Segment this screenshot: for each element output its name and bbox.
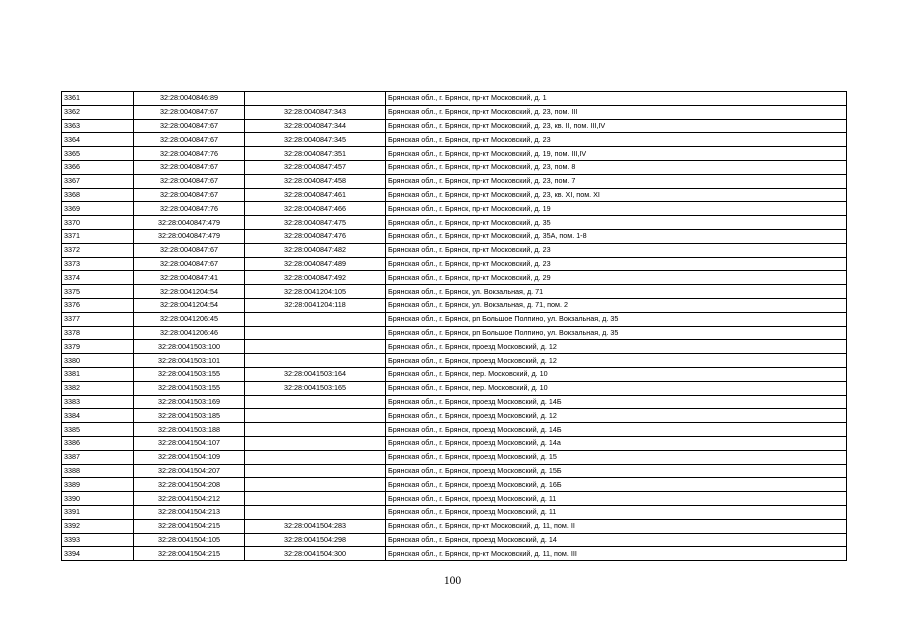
row-number: 3384 bbox=[62, 409, 134, 423]
parcel-cadastral-number: 32:28:0041503:100 bbox=[134, 340, 245, 354]
row-number: 3392 bbox=[62, 519, 134, 533]
parcel-cadastral-number: 32:28:0040847:67 bbox=[134, 243, 245, 257]
row-number: 3370 bbox=[62, 216, 134, 230]
row-number: 3371 bbox=[62, 229, 134, 243]
parcel-cadastral-number: 32:28:0041503:185 bbox=[134, 409, 245, 423]
parcel-cadastral-number: 32:28:0040847:479 bbox=[134, 229, 245, 243]
address: Брянская обл., г. Брянск, проезд Московский, д. 11 bbox=[386, 505, 847, 519]
address: Брянская обл., г. Брянск, проезд Московский, д. 12 bbox=[386, 354, 847, 368]
address: Брянская обл., г. Брянск, проезд Московский, д. 15 bbox=[386, 450, 847, 464]
object-cadastral-number: 32:28:0040847:492 bbox=[245, 271, 386, 285]
table-row bbox=[62, 409, 847, 423]
row-number: 3391 bbox=[62, 505, 134, 519]
object-cadastral-number: 32:28:0040847:466 bbox=[245, 202, 386, 216]
row-number: 3383 bbox=[62, 395, 134, 409]
parcel-cadastral-number: 32:28:0041206:45 bbox=[134, 312, 245, 326]
address: Брянская обл., г. Брянск, проезд Московский, д. 12 bbox=[386, 409, 847, 423]
table-row bbox=[62, 464, 847, 478]
object-cadastral-number: 32:28:0041204:105 bbox=[245, 285, 386, 299]
table-row bbox=[62, 271, 847, 285]
parcel-cadastral-number: 32:28:0041504:109 bbox=[134, 450, 245, 464]
parcel-cadastral-number: 32:28:0040846:89 bbox=[134, 92, 245, 106]
object-cadastral-number: 32:28:0041204:118 bbox=[245, 298, 386, 312]
parcel-cadastral-number: 32:28:0041504:105 bbox=[134, 533, 245, 547]
parcel-cadastral-number: 32:28:0041504:213 bbox=[134, 505, 245, 519]
address: Брянская обл., г. Брянск, пр-кт Московский, д. 19, пом. III,IV bbox=[386, 147, 847, 161]
table-row bbox=[62, 133, 847, 147]
object-cadastral-number bbox=[245, 312, 386, 326]
parcel-cadastral-number: 32:28:0040847:67 bbox=[134, 188, 245, 202]
table-row bbox=[62, 243, 847, 257]
table-row bbox=[62, 147, 847, 161]
address: Брянская обл., г. Брянск, проезд Московский, д. 14Б bbox=[386, 395, 847, 409]
address: Брянская обл., г. Брянск, пр-кт Московский, д. 11, пом. II bbox=[386, 519, 847, 533]
address: Брянская обл., г. Брянск, проезд Московский, д. 14а bbox=[386, 436, 847, 450]
parcel-cadastral-number: 32:28:0041504:207 bbox=[134, 464, 245, 478]
address: Брянская обл., г. Брянск, пр-кт Московский, д. 23 bbox=[386, 243, 847, 257]
cadastral-table bbox=[61, 91, 847, 561]
object-cadastral-number bbox=[245, 354, 386, 368]
parcel-cadastral-number: 32:28:0040847:76 bbox=[134, 202, 245, 216]
row-number: 3375 bbox=[62, 285, 134, 299]
object-cadastral-number: 32:28:0040847:475 bbox=[245, 216, 386, 230]
address: Брянская обл., г. Брянск, проезд Московский, д. 11 bbox=[386, 492, 847, 506]
table-row bbox=[62, 423, 847, 437]
object-cadastral-number: 32:28:0040847:482 bbox=[245, 243, 386, 257]
row-number: 3366 bbox=[62, 160, 134, 174]
row-number: 3369 bbox=[62, 202, 134, 216]
object-cadastral-number: 32:28:0041504:300 bbox=[245, 547, 386, 561]
table-row bbox=[62, 354, 847, 368]
table-row bbox=[62, 395, 847, 409]
object-cadastral-number bbox=[245, 478, 386, 492]
table-row bbox=[62, 547, 847, 561]
address: Брянская обл., г. Брянск, пр-кт Московский, д. 1 bbox=[386, 92, 847, 106]
row-number: 3372 bbox=[62, 243, 134, 257]
address: Брянская обл., г. Брянск, пр-кт Московский, д. 23 bbox=[386, 257, 847, 271]
parcel-cadastral-number: 32:28:0041503:155 bbox=[134, 381, 245, 395]
row-number: 3388 bbox=[62, 464, 134, 478]
row-number: 3365 bbox=[62, 147, 134, 161]
address: Брянская обл., г. Брянск, пр-кт Московский, д. 23, пом. III bbox=[386, 105, 847, 119]
object-cadastral-number: 32:28:0040847:458 bbox=[245, 174, 386, 188]
table-row bbox=[62, 92, 847, 106]
parcel-cadastral-number: 32:28:0041504:212 bbox=[134, 492, 245, 506]
table-row bbox=[62, 298, 847, 312]
address: Брянская обл., г. Брянск, ул. Вокзальная, д. 71, пом. 2 bbox=[386, 298, 847, 312]
parcel-cadastral-number: 32:28:0040847:67 bbox=[134, 105, 245, 119]
address: Брянская обл., г. Брянск, пр-кт Московский, д. 19 bbox=[386, 202, 847, 216]
object-cadastral-number bbox=[245, 492, 386, 506]
row-number: 3377 bbox=[62, 312, 134, 326]
address: Брянская обл., г. Брянск, пр-кт Московский, д. 11, пом. III bbox=[386, 547, 847, 561]
address: Брянская обл., г. Брянск, ул. Вокзальная, д. 71 bbox=[386, 285, 847, 299]
parcel-cadastral-number: 32:28:0040847:67 bbox=[134, 119, 245, 133]
page-number: 100 bbox=[443, 575, 462, 587]
table-row bbox=[62, 519, 847, 533]
object-cadastral-number: 32:28:0040847:476 bbox=[245, 229, 386, 243]
row-number: 3378 bbox=[62, 326, 134, 340]
address: Брянская обл., г. Брянск, пр-кт Московский, д. 23, кв. II, пом. III,IV bbox=[386, 119, 847, 133]
table-row bbox=[62, 257, 847, 271]
object-cadastral-number: 32:28:0040847:351 bbox=[245, 147, 386, 161]
table-row bbox=[62, 326, 847, 340]
parcel-cadastral-number: 32:28:0041206:46 bbox=[134, 326, 245, 340]
parcel-cadastral-number: 32:28:0041503:101 bbox=[134, 354, 245, 368]
object-cadastral-number: 32:28:0040847:343 bbox=[245, 105, 386, 119]
row-number: 3393 bbox=[62, 533, 134, 547]
table-row bbox=[62, 533, 847, 547]
address: Брянская обл., г. Брянск, проезд Московский, д. 12 bbox=[386, 340, 847, 354]
table-row bbox=[62, 340, 847, 354]
row-number: 3368 bbox=[62, 188, 134, 202]
table-row bbox=[62, 202, 847, 216]
object-cadastral-number: 32:28:0041504:283 bbox=[245, 519, 386, 533]
row-number: 3367 bbox=[62, 174, 134, 188]
object-cadastral-number: 32:28:0040847:461 bbox=[245, 188, 386, 202]
parcel-cadastral-number: 32:28:0040847:67 bbox=[134, 257, 245, 271]
row-number: 3394 bbox=[62, 547, 134, 561]
table-row bbox=[62, 478, 847, 492]
parcel-cadastral-number: 32:28:0041504:215 bbox=[134, 547, 245, 561]
address: Брянская обл., г. Брянск, рп Большое Полпино, ул. Вокзальная, д. 35 bbox=[386, 312, 847, 326]
parcel-cadastral-number: 32:28:0041204:54 bbox=[134, 298, 245, 312]
parcel-cadastral-number: 32:28:0041504:215 bbox=[134, 519, 245, 533]
table-row bbox=[62, 216, 847, 230]
row-number: 3374 bbox=[62, 271, 134, 285]
row-number: 3386 bbox=[62, 436, 134, 450]
address: Брянская обл., г. Брянск, пр-кт Московский, д. 23, кв. XI, пом. XI bbox=[386, 188, 847, 202]
row-number: 3362 bbox=[62, 105, 134, 119]
address: Брянская обл., г. Брянск, пр-кт Московский, д. 35 bbox=[386, 216, 847, 230]
table-row bbox=[62, 505, 847, 519]
row-number: 3376 bbox=[62, 298, 134, 312]
table-row bbox=[62, 381, 847, 395]
object-cadastral-number bbox=[245, 409, 386, 423]
row-number: 3380 bbox=[62, 354, 134, 368]
address: Брянская обл., г. Брянск, рп Большое Полпино, ул. Вокзальная, д. 35 bbox=[386, 326, 847, 340]
parcel-cadastral-number: 32:28:0041504:107 bbox=[134, 436, 245, 450]
row-number: 3387 bbox=[62, 450, 134, 464]
object-cadastral-number: 32:28:0041503:164 bbox=[245, 367, 386, 381]
parcel-cadastral-number: 32:28:0040847:479 bbox=[134, 216, 245, 230]
object-cadastral-number bbox=[245, 505, 386, 519]
address: Брянская обл., г. Брянск, проезд Московский, д. 15Б bbox=[386, 464, 847, 478]
address: Брянская обл., г. Брянск, пр-кт Московский, д. 29 bbox=[386, 271, 847, 285]
table-row bbox=[62, 119, 847, 133]
parcel-cadastral-number: 32:28:0040847:67 bbox=[134, 133, 245, 147]
object-cadastral-number bbox=[245, 92, 386, 106]
parcel-cadastral-number: 32:28:0041204:54 bbox=[134, 285, 245, 299]
address: Брянская обл., г. Брянск, проезд Московский, д. 14 bbox=[386, 533, 847, 547]
parcel-cadastral-number: 32:28:0040847:67 bbox=[134, 174, 245, 188]
object-cadastral-number bbox=[245, 340, 386, 354]
object-cadastral-number: 32:28:0041504:298 bbox=[245, 533, 386, 547]
parcel-cadastral-number: 32:28:0041503:188 bbox=[134, 423, 245, 437]
object-cadastral-number: 32:28:0040847:344 bbox=[245, 119, 386, 133]
object-cadastral-number: 32:28:0041503:165 bbox=[245, 381, 386, 395]
row-number: 3389 bbox=[62, 478, 134, 492]
object-cadastral-number: 32:28:0040847:345 bbox=[245, 133, 386, 147]
address: Брянская обл., г. Брянск, пр-кт Московский, д. 23 bbox=[386, 133, 847, 147]
row-number: 3361 bbox=[62, 92, 134, 106]
table-row bbox=[62, 492, 847, 506]
row-number: 3373 bbox=[62, 257, 134, 271]
row-number: 3381 bbox=[62, 367, 134, 381]
row-number: 3363 bbox=[62, 119, 134, 133]
object-cadastral-number: 32:28:0040847:489 bbox=[245, 257, 386, 271]
table-row bbox=[62, 160, 847, 174]
table-row bbox=[62, 174, 847, 188]
row-number: 3379 bbox=[62, 340, 134, 354]
object-cadastral-number bbox=[245, 450, 386, 464]
table-row bbox=[62, 285, 847, 299]
row-number: 3385 bbox=[62, 423, 134, 437]
address: Брянская обл., г. Брянск, пер. Московский, д. 10 bbox=[386, 381, 847, 395]
parcel-cadastral-number: 32:28:0040847:76 bbox=[134, 147, 245, 161]
table-body bbox=[62, 92, 847, 561]
table-row bbox=[62, 229, 847, 243]
table-row bbox=[62, 188, 847, 202]
parcel-cadastral-number: 32:28:0041503:169 bbox=[134, 395, 245, 409]
table-row bbox=[62, 105, 847, 119]
address: Брянская обл., г. Брянск, пр-кт Московский, д. 23, пом. 7 bbox=[386, 174, 847, 188]
table-row bbox=[62, 436, 847, 450]
row-number: 3382 bbox=[62, 381, 134, 395]
address: Брянская обл., г. Брянск, пр-кт Московский, д. 35А, пом. 1-8 bbox=[386, 229, 847, 243]
address: Брянская обл., г. Брянск, пер. Московский, д. 10 bbox=[386, 367, 847, 381]
object-cadastral-number bbox=[245, 464, 386, 478]
row-number: 3390 bbox=[62, 492, 134, 506]
object-cadastral-number bbox=[245, 436, 386, 450]
table-row bbox=[62, 450, 847, 464]
address: Брянская обл., г. Брянск, пр-кт Московский, д. 23, пом. 8 bbox=[386, 160, 847, 174]
address: Брянская обл., г. Брянск, проезд Московский, д. 16Б bbox=[386, 478, 847, 492]
object-cadastral-number bbox=[245, 326, 386, 340]
address: Брянская обл., г. Брянск, проезд Московский, д. 14Б bbox=[386, 423, 847, 437]
parcel-cadastral-number: 32:28:0041504:208 bbox=[134, 478, 245, 492]
object-cadastral-number bbox=[245, 395, 386, 409]
object-cadastral-number: 32:28:0040847:457 bbox=[245, 160, 386, 174]
table-row bbox=[62, 312, 847, 326]
table-row bbox=[62, 367, 847, 381]
parcel-cadastral-number: 32:28:0040847:41 bbox=[134, 271, 245, 285]
parcel-cadastral-number: 32:28:0041503:155 bbox=[134, 367, 245, 381]
row-number: 3364 bbox=[62, 133, 134, 147]
object-cadastral-number bbox=[245, 423, 386, 437]
parcel-cadastral-number: 32:28:0040847:67 bbox=[134, 160, 245, 174]
